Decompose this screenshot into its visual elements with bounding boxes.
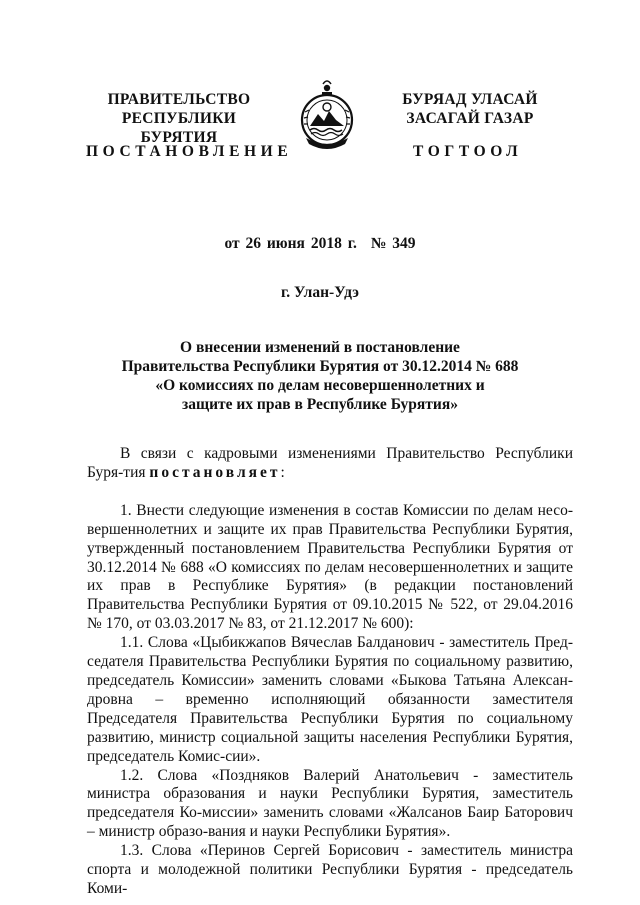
decree-date: от 26 июня 2018 г. bbox=[224, 235, 357, 252]
document-body bbox=[87, 445, 573, 899]
paragraph-1: 1. Внести следующие изменения в состав Комиссии по делам несо-вершеннолетних и защите их прав Правительства Республики Бурятия, утвержденный постановлением Правительства Республики Бурятия от 30.12.2014 № 688 «О комиссиях по делам несовершеннолетних и защите их прав в Республике Бурятия» (в редакции постановлений Правительства Республики Бурятия от 09.10.2015 № 522, от 29.04.2016 № 170, от 03.03.2017 № 83, от 21.12.2017 № 600): bbox=[87, 501, 573, 633]
paragraph-1-2: 1.2. Слова «Поздняков Валерий Анатольевич - заместитель министра образования и науки Республики Бурятия, заместитель председателя Ко-миссии» заменить словами «Жалсанов Баир Баторович – министр образо-вания и науки Республики Бурятия». bbox=[87, 766, 573, 841]
title-line2: Правительства Республики Бурятия от 30.12.2014 № 688 bbox=[121, 358, 519, 375]
city: г. Улан-Удэ bbox=[280, 284, 359, 301]
decree-number: № 349 bbox=[370, 235, 416, 252]
date-line bbox=[0, 235, 640, 253]
header-right-line2: ЗАСАГАЙ ГАЗАР bbox=[406, 110, 534, 127]
coat-of-arms-icon bbox=[298, 80, 356, 152]
title-line3: «О комиссиях по делам несовершеннолетних и bbox=[155, 377, 485, 394]
paragraph-1-3: 1.3. Слова «Перинов Сергей Борисович - заместитель министра спорта и молодежной политики Республики Бурятия - председатель Коми- bbox=[87, 842, 573, 897]
paragraph-1-1: 1.1. Слова «Цыбикжапов Вячеслав Балданович - заместитель Пред-седателя Правительства Республики Бурятия по социальному развитию, председатель Комиссии» заменить словами «Быкова Татьяна Алексан-дровна – временно исполняющий обязанности заместителя Председателя Правительства Республики Бурятия по социальному развитию, министр социальной защиты населения Республики Бурятия, председатель Комис-сии». bbox=[87, 634, 573, 765]
header-right-line1: БУРЯАД УЛАСАЙ bbox=[402, 91, 538, 108]
intro-end: : bbox=[280, 463, 285, 481]
title-line1: О внесении изменений в постановление bbox=[180, 339, 460, 356]
header-left-line1: ПРАВИТЕЛЬСТВО bbox=[107, 91, 251, 108]
document-title bbox=[0, 338, 640, 414]
title-line4: защите их прав в Республике Бурятия» bbox=[182, 396, 458, 413]
header-left-line2: РЕСПУБЛИКИ БУРЯТИЯ bbox=[121, 110, 237, 146]
decree-title-bua: ТОГТООЛ bbox=[413, 143, 523, 160]
government-header-bua bbox=[385, 90, 555, 128]
intro-paragraph bbox=[87, 445, 573, 483]
intro-text: В связи с кадровыми изменениями Правительство Республики Буря-тия bbox=[87, 445, 573, 481]
intro-emphasis: постановляет bbox=[149, 463, 281, 481]
government-header-ru bbox=[84, 90, 274, 147]
decree-title-ru: ПОСТАНОВЛЕНИЕ bbox=[86, 143, 293, 160]
